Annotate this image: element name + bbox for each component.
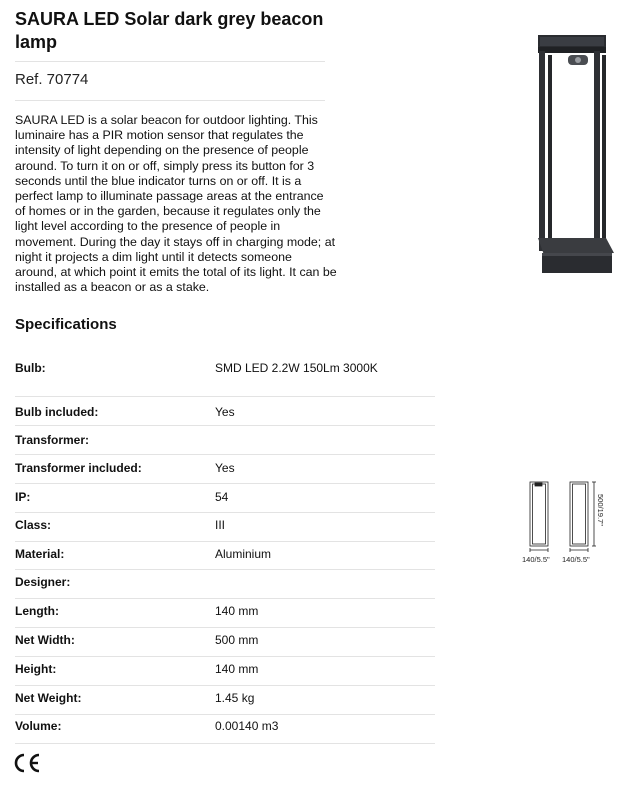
spec-row-volume bbox=[15, 715, 435, 744]
spec-value: Yes bbox=[215, 461, 235, 475]
spec-value: SMD LED 2.2W 150Lm 3000K bbox=[215, 361, 378, 375]
spec-label: Material: bbox=[15, 547, 65, 561]
spec-label: Net Width: bbox=[15, 633, 75, 647]
spec-row-material bbox=[15, 542, 435, 570]
ce-mark-icon bbox=[12, 752, 42, 774]
spec-row-designer bbox=[15, 570, 435, 599]
width-label-1: 140/5.5" bbox=[522, 555, 550, 564]
specifications-heading: Specifications bbox=[15, 316, 117, 333]
product-reference: Ref. 70774 bbox=[15, 71, 89, 88]
spec-value: 54 bbox=[215, 490, 229, 504]
spec-label: Net Weight: bbox=[15, 691, 82, 705]
width-label-2: 140/5.5" bbox=[562, 555, 590, 564]
spec-label: Bulb: bbox=[15, 361, 46, 375]
spec-label: Designer: bbox=[15, 575, 71, 589]
reference-divider bbox=[15, 100, 325, 101]
spec-row-transformer bbox=[15, 426, 435, 455]
spec-label: Transformer: bbox=[15, 433, 90, 447]
spec-label: Height: bbox=[15, 662, 57, 676]
spec-value: 500 mm bbox=[215, 633, 259, 647]
spec-value: 140 mm bbox=[215, 604, 259, 618]
spec-label: Transformer included: bbox=[15, 461, 142, 475]
spec-label: IP: bbox=[15, 490, 31, 504]
spec-value: III bbox=[215, 518, 226, 532]
spec-label: Class: bbox=[15, 518, 52, 532]
spec-label: Volume: bbox=[15, 719, 62, 733]
spec-value: 140 mm bbox=[215, 662, 259, 676]
spec-row-ip bbox=[15, 484, 435, 513]
spec-row-net-weight bbox=[15, 686, 435, 715]
spec-row-length bbox=[15, 599, 435, 628]
spec-row-net-width bbox=[15, 628, 435, 657]
spec-row-height bbox=[15, 657, 435, 686]
product-description: SAURA LED is a solar beacon for outdoor lighting. This luminaire has a PIR motion sensor that regulates the intensity of light depending on the presence of people around. To turn it on or off, simply press its button for 3 seconds until the blue indicator turns on or off. It is a perfect lamp to illuminate passage areas at the entrance of homes or in the garden, because it regulates only the light level according to the presence of people in movement. During the day it stays off in charging mode; at night it projects a dim light until it detects someone around, at which point it emits the total of its light. It can be installed as a beacon or as a stake. bbox=[15, 113, 337, 295]
dimension-drawing bbox=[520, 478, 624, 568]
product-title: SAURA LED Solar dark grey beacon lamp bbox=[15, 9, 324, 52]
spec-row-bulb-included bbox=[15, 397, 435, 426]
title-divider bbox=[15, 61, 325, 62]
spec-row-bulb bbox=[15, 340, 435, 397]
height-label: 500/19.7" bbox=[596, 494, 605, 526]
spec-value: 1.45 kg bbox=[215, 691, 255, 705]
spec-row-class bbox=[15, 513, 435, 542]
spec-label: Bulb included: bbox=[15, 405, 99, 419]
spec-value: Aluminium bbox=[215, 547, 272, 561]
product-image bbox=[524, 33, 618, 275]
spec-label: Length: bbox=[15, 604, 59, 618]
spec-row-transformer-included bbox=[15, 455, 435, 484]
spec-value: 0.00140 m3 bbox=[215, 719, 279, 733]
spec-value: Yes bbox=[215, 405, 235, 419]
